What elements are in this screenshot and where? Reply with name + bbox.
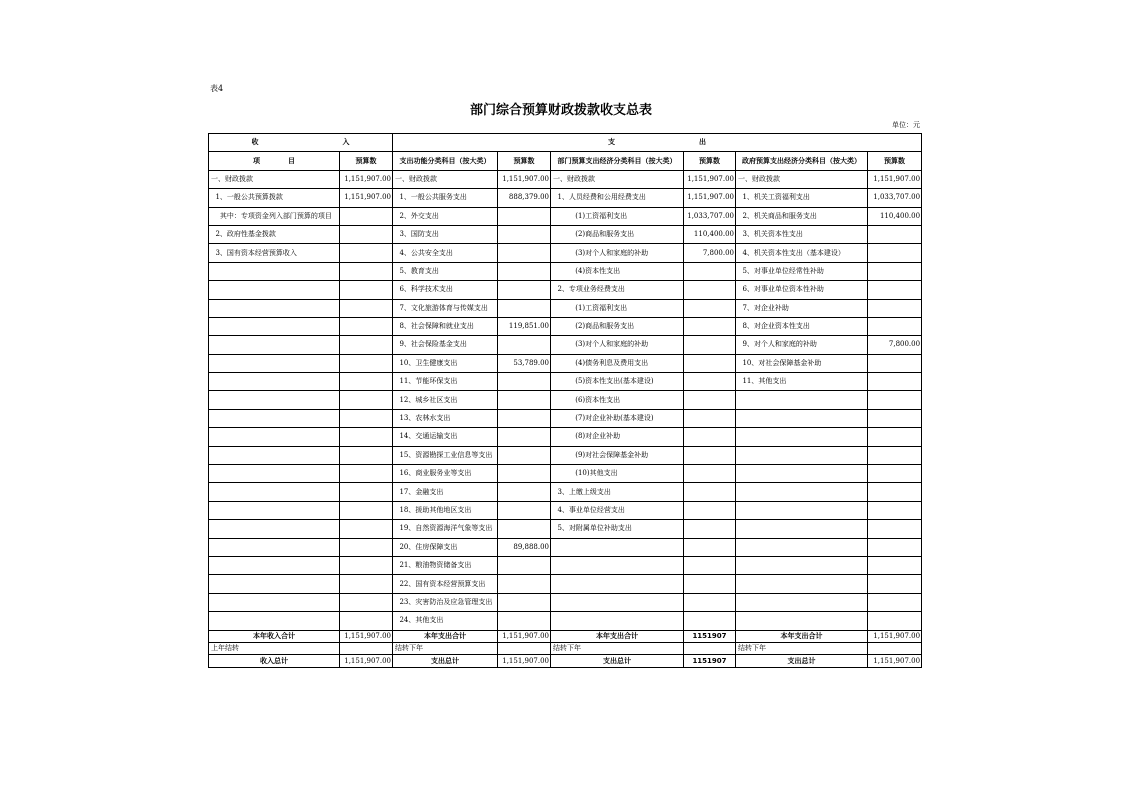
budget-amount-cell	[498, 225, 551, 243]
budget-amount-cell	[498, 244, 551, 262]
item-name-cell	[736, 556, 868, 574]
page-title: 部门综合预算财政拨款收支总表	[469, 103, 652, 118]
item-name-cell: 8、社会保障和就业支出	[393, 317, 498, 335]
item-name-cell: 19、自然资源海洋气象等支出	[393, 520, 498, 538]
budget-amount-cell: 1,151,907.00	[684, 189, 736, 207]
budget-amount-cell	[340, 465, 393, 483]
budget-amount-cell: 53,789.00	[498, 354, 551, 372]
item-name-cell: 1、机关工资福利支出	[736, 189, 868, 207]
budget-amount-cell	[684, 281, 736, 299]
budget-amount-cell: 1,151,907.00	[684, 170, 736, 188]
item-name-cell: 支出总计	[736, 655, 868, 667]
unit-label: 单位：元	[892, 121, 920, 129]
budget-amount-cell	[868, 538, 922, 556]
table-row	[209, 189, 922, 207]
item-name-cell: 1、一般公共服务支出	[393, 189, 498, 207]
item-name-cell: (8)对企业补助	[551, 428, 684, 446]
item-name-cell	[209, 391, 340, 409]
table-row	[209, 299, 922, 317]
budget-amount-cell	[498, 391, 551, 409]
item-name-cell: 18、援助其他地区支出	[393, 501, 498, 519]
item-name-cell	[736, 501, 868, 519]
item-name-cell: 24、其他支出	[393, 612, 498, 630]
budget-amount-cell	[340, 409, 393, 427]
table-row	[209, 317, 922, 335]
budget-amount-cell: 1,151,907.00	[868, 630, 922, 642]
table-row	[209, 575, 922, 593]
budget-amount-cell: 7,800.00	[868, 336, 922, 354]
budget-amount-cell	[340, 538, 393, 556]
table-row	[209, 501, 922, 519]
item-name-cell	[209, 336, 340, 354]
column-header: 部门预算支出经济分类科目（按大类）	[551, 152, 684, 170]
column-header: 项 目	[209, 152, 340, 170]
item-name-cell: 23、灾害防治及应急管理支出	[393, 593, 498, 611]
budget-amount-cell	[340, 446, 393, 464]
item-name-cell: 支出总计	[393, 655, 498, 667]
budget-amount-cell	[868, 575, 922, 593]
item-name-cell: 2、机关商品和服务支出	[736, 207, 868, 225]
item-name-cell: 7、对企业补助	[736, 299, 868, 317]
budget-amount-cell	[684, 409, 736, 427]
item-name-cell: 一、财政拨款	[393, 170, 498, 188]
budget-amount-cell	[340, 520, 393, 538]
item-name-cell: 9、对个人和家庭的补助	[736, 336, 868, 354]
item-name-cell: 其中：专项资金列入部门预算的项目	[209, 207, 340, 225]
table-row	[209, 428, 922, 446]
budget-amount-cell: 1,151,907.00	[868, 170, 922, 188]
item-name-cell: 3、机关资本性支出	[736, 225, 868, 243]
item-name-cell: 9、社会保险基金支出	[393, 336, 498, 354]
budget-amount-cell	[498, 465, 551, 483]
budget-amount-cell: 7,800.00	[684, 244, 736, 262]
item-name-cell	[209, 281, 340, 299]
budget-amount-cell	[340, 262, 393, 280]
item-name-cell: (9)对社会保障基金补助	[551, 446, 684, 464]
budget-amount-cell	[684, 428, 736, 446]
budget-amount-cell	[340, 299, 393, 317]
budget-amount-cell	[340, 244, 393, 262]
budget-amount-cell	[684, 391, 736, 409]
current-total-row	[209, 630, 922, 642]
expense-header: 支 出	[393, 134, 922, 152]
table-row	[209, 538, 922, 556]
item-name-cell	[209, 538, 340, 556]
item-name-cell: 22、国有资本经营预算支出	[393, 575, 498, 593]
item-name-cell	[209, 556, 340, 574]
budget-amount-cell	[340, 593, 393, 611]
budget-amount-cell: 1,151,907.00	[498, 170, 551, 188]
budget-amount-cell	[868, 281, 922, 299]
budget-amount-cell	[868, 612, 922, 630]
budget-amount-cell	[684, 642, 736, 654]
item-name-cell	[209, 262, 340, 280]
item-name-cell: 4、事业单位经营支出	[551, 501, 684, 519]
item-name-cell: 5、教育支出	[393, 262, 498, 280]
item-name-cell: (3)对个人和家庭的补助	[551, 244, 684, 262]
budget-amount-cell	[868, 373, 922, 391]
table-row	[209, 281, 922, 299]
budget-amount-cell	[868, 354, 922, 372]
budget-amount-cell	[868, 483, 922, 501]
item-name-cell: 2、专项业务经费支出	[551, 281, 684, 299]
budget-amount-cell	[340, 391, 393, 409]
item-name-cell: 15、资源勘探工业信息等支出	[393, 446, 498, 464]
table-row	[209, 170, 922, 188]
budget-amount-cell	[498, 299, 551, 317]
budget-amount-cell	[498, 207, 551, 225]
table-row	[209, 207, 922, 225]
budget-amount-cell	[684, 593, 736, 611]
item-name-cell: (7)对企业补助(基本建设)	[551, 409, 684, 427]
budget-amount-cell	[340, 501, 393, 519]
budget-amount-cell: 1151907	[684, 630, 736, 642]
table-row	[209, 593, 922, 611]
budget-amount-cell: 1,151,907.00	[498, 630, 551, 642]
item-name-cell: 收入总计	[209, 655, 340, 667]
item-name-cell: (5)资本性支出(基本建设)	[551, 373, 684, 391]
budget-amount-cell	[340, 642, 393, 654]
item-name-cell	[736, 428, 868, 446]
budget-amount-cell: 1,033,707.00	[684, 207, 736, 225]
budget-amount-cell	[340, 207, 393, 225]
budget-amount-cell	[684, 299, 736, 317]
table-row	[209, 556, 922, 574]
budget-amount-cell	[868, 317, 922, 335]
budget-amount-cell	[498, 446, 551, 464]
item-name-cell: 一、财政拨款	[736, 170, 868, 188]
budget-amount-cell	[684, 556, 736, 574]
table-row	[209, 483, 922, 501]
item-name-cell: 1、人员经费和公用经费支出	[551, 189, 684, 207]
item-name-cell	[736, 575, 868, 593]
budget-amount-cell	[868, 409, 922, 427]
grand-total-row	[209, 655, 922, 667]
item-name-cell: 4、公共安全支出	[393, 244, 498, 262]
budget-amount-cell	[868, 593, 922, 611]
budget-amount-cell	[340, 483, 393, 501]
item-name-cell: 7、文化旅游体育与传媒支出	[393, 299, 498, 317]
item-name-cell: (4)资本性支出	[551, 262, 684, 280]
budget-amount-cell	[340, 317, 393, 335]
budget-amount-cell	[684, 354, 736, 372]
budget-amount-cell: 1,151,907.00	[340, 630, 393, 642]
table-row	[209, 262, 922, 280]
item-name-cell	[736, 612, 868, 630]
budget-amount-cell	[684, 483, 736, 501]
budget-amount-cell	[340, 354, 393, 372]
item-name-cell: 13、农林水支出	[393, 409, 498, 427]
budget-amount-cell: 888,379.00	[498, 189, 551, 207]
budget-amount-cell	[868, 428, 922, 446]
item-name-cell: 本年支出合计	[736, 630, 868, 642]
item-name-cell: 本年收入合计	[209, 630, 340, 642]
item-name-cell: 1、一般公共预算拨款	[209, 189, 340, 207]
item-name-cell: 14、交通运输支出	[393, 428, 498, 446]
item-name-cell: 结转下年	[551, 642, 684, 654]
item-name-cell: 5、对附属单位补助支出	[551, 520, 684, 538]
item-name-cell: 12、城乡社区支出	[393, 391, 498, 409]
item-name-cell	[209, 354, 340, 372]
budget-amount-cell	[498, 520, 551, 538]
item-name-cell: (6)资本性支出	[551, 391, 684, 409]
budget-amount-cell	[340, 281, 393, 299]
column-header: 支出功能分类科目（按大类）	[393, 152, 498, 170]
item-name-cell: (4)债务利息及费用支出	[551, 354, 684, 372]
item-name-cell	[551, 593, 684, 611]
budget-amount-cell	[498, 593, 551, 611]
item-name-cell	[209, 612, 340, 630]
budget-amount-cell: 1,151,907.00	[340, 170, 393, 188]
item-name-cell: 20、住房保障支出	[393, 538, 498, 556]
item-name-cell	[209, 593, 340, 611]
item-name-cell: 2、政府性基金拨款	[209, 225, 340, 243]
table-row	[209, 354, 922, 372]
item-name-cell: 3、国防支出	[393, 225, 498, 243]
budget-amount-cell: 1,151,907.00	[498, 655, 551, 667]
item-name-cell	[209, 575, 340, 593]
table-row	[209, 336, 922, 354]
item-name-cell: 一、财政拨款	[551, 170, 684, 188]
budget-amount-cell	[498, 483, 551, 501]
item-name-cell	[736, 446, 868, 464]
budget-amount-cell	[498, 556, 551, 574]
budget-amount-cell	[684, 501, 736, 519]
item-name-cell: (2)商品和服务支出	[551, 225, 684, 243]
item-name-cell: 10、对社会保障基金补助	[736, 354, 868, 372]
item-name-cell: 21、粮油物资储备支出	[393, 556, 498, 574]
item-name-cell: 一、财政拨款	[209, 170, 340, 188]
item-name-cell	[551, 556, 684, 574]
budget-amount-cell	[868, 465, 922, 483]
item-name-cell	[736, 391, 868, 409]
item-name-cell	[209, 428, 340, 446]
column-header: 预算数	[684, 152, 736, 170]
item-name-cell: 本年支出合计	[551, 630, 684, 642]
budget-amount-cell	[684, 612, 736, 630]
item-name-cell	[736, 593, 868, 611]
item-name-cell: 2、外交支出	[393, 207, 498, 225]
budget-amount-cell	[868, 446, 922, 464]
budget-amount-cell	[340, 225, 393, 243]
item-name-cell	[209, 317, 340, 335]
item-name-cell	[736, 409, 868, 427]
item-name-cell: 11、其他支出	[736, 373, 868, 391]
table-row	[209, 225, 922, 243]
column-header: 预算数	[340, 152, 393, 170]
table-row	[209, 373, 922, 391]
budget-amount-cell	[498, 262, 551, 280]
table-row	[209, 612, 922, 630]
item-name-cell: 3、上缴上级支出	[551, 483, 684, 501]
item-name-cell: 17、金融支出	[393, 483, 498, 501]
item-name-cell: 6、科学技术支出	[393, 281, 498, 299]
budget-amount-cell	[868, 299, 922, 317]
budget-amount-cell: 110,400.00	[684, 225, 736, 243]
item-name-cell	[209, 465, 340, 483]
table-label: 表4	[210, 84, 224, 93]
table-row	[209, 391, 922, 409]
item-name-cell: 8、对企业资本性支出	[736, 317, 868, 335]
item-name-cell	[736, 538, 868, 556]
item-name-cell	[209, 446, 340, 464]
item-name-cell: 结转下年	[393, 642, 498, 654]
item-name-cell	[209, 373, 340, 391]
budget-amount-cell: 1,033,707.00	[868, 189, 922, 207]
column-header: 预算数	[868, 152, 922, 170]
budget-amount-cell	[340, 428, 393, 446]
item-name-cell: 11、节能环保支出	[393, 373, 498, 391]
budget-amount-cell	[868, 520, 922, 538]
budget-amount-cell	[340, 612, 393, 630]
header-row-1	[209, 134, 922, 152]
budget-amount-cell	[340, 556, 393, 574]
budget-amount-cell	[498, 409, 551, 427]
budget-amount-cell	[868, 244, 922, 262]
budget-amount-cell	[684, 336, 736, 354]
budget-amount-cell	[868, 642, 922, 654]
budget-amount-cell	[684, 538, 736, 556]
item-name-cell: (2)商品和服务支出	[551, 317, 684, 335]
item-name-cell: (3)对个人和家庭的补助	[551, 336, 684, 354]
item-name-cell: (1)工资福利支出	[551, 207, 684, 225]
item-name-cell: 结转下年	[736, 642, 868, 654]
budget-amount-cell	[684, 446, 736, 464]
budget-amount-cell: 1,151,907.00	[868, 655, 922, 667]
item-name-cell	[209, 483, 340, 501]
budget-amount-cell	[498, 501, 551, 519]
item-name-cell: 上年结转	[209, 642, 340, 654]
budget-amount-cell: 89,888.00	[498, 538, 551, 556]
budget-amount-cell	[498, 642, 551, 654]
budget-amount-cell	[684, 373, 736, 391]
table-row	[209, 244, 922, 262]
item-name-cell: 4、机关资本性支出（基本建设）	[736, 244, 868, 262]
item-name-cell	[736, 483, 868, 501]
column-header: 政府预算支出经济分类科目（按大类）	[736, 152, 868, 170]
budget-amount-cell	[684, 575, 736, 593]
item-name-cell: 10、卫生健康支出	[393, 354, 498, 372]
budget-amount-cell	[498, 575, 551, 593]
budget-amount-cell: 1151907	[684, 655, 736, 667]
item-name-cell	[209, 409, 340, 427]
table-row	[209, 409, 922, 427]
table-row	[209, 520, 922, 538]
budget-amount-cell: 1,151,907.00	[340, 189, 393, 207]
item-name-cell: 3、国有资本经营预算收入	[209, 244, 340, 262]
budget-amount-cell	[340, 373, 393, 391]
budget-amount-cell	[868, 225, 922, 243]
budget-amount-cell	[498, 336, 551, 354]
budget-amount-cell	[498, 612, 551, 630]
income-header: 收 入	[209, 134, 393, 152]
item-name-cell	[209, 520, 340, 538]
item-name-cell: 16、商业服务业等支出	[393, 465, 498, 483]
carry-row	[209, 642, 922, 654]
budget-amount-cell	[868, 391, 922, 409]
item-name-cell	[209, 501, 340, 519]
item-name-cell: (10)其他支出	[551, 465, 684, 483]
column-header: 预算数	[498, 152, 551, 170]
item-name-cell: 5、对事业单位经常性补助	[736, 262, 868, 280]
budget-amount-cell	[684, 465, 736, 483]
budget-amount-cell	[340, 336, 393, 354]
budget-amount-cell	[868, 262, 922, 280]
budget-amount-cell	[684, 520, 736, 538]
header-row-2	[209, 152, 922, 170]
item-name-cell	[551, 575, 684, 593]
budget-amount-cell	[868, 501, 922, 519]
item-name-cell	[551, 612, 684, 630]
budget-amount-cell	[684, 262, 736, 280]
budget-amount-cell: 1,151,907.00	[340, 655, 393, 667]
budget-amount-cell	[340, 575, 393, 593]
item-name-cell	[551, 538, 684, 556]
budget-amount-cell	[498, 373, 551, 391]
table-row	[209, 465, 922, 483]
item-name-cell	[736, 465, 868, 483]
budget-amount-cell	[868, 556, 922, 574]
budget-amount-cell: 110,400.00	[868, 207, 922, 225]
budget-table	[208, 133, 922, 668]
item-name-cell: 本年支出合计	[393, 630, 498, 642]
item-name-cell	[736, 520, 868, 538]
budget-amount-cell	[684, 317, 736, 335]
budget-amount-cell	[498, 281, 551, 299]
item-name-cell: (1)工资福利支出	[551, 299, 684, 317]
table-row	[209, 446, 922, 464]
budget-amount-cell	[498, 428, 551, 446]
item-name-cell: 支出总计	[551, 655, 684, 667]
budget-amount-cell: 119,851.00	[498, 317, 551, 335]
item-name-cell	[209, 299, 340, 317]
item-name-cell: 6、对事业单位资本性补助	[736, 281, 868, 299]
